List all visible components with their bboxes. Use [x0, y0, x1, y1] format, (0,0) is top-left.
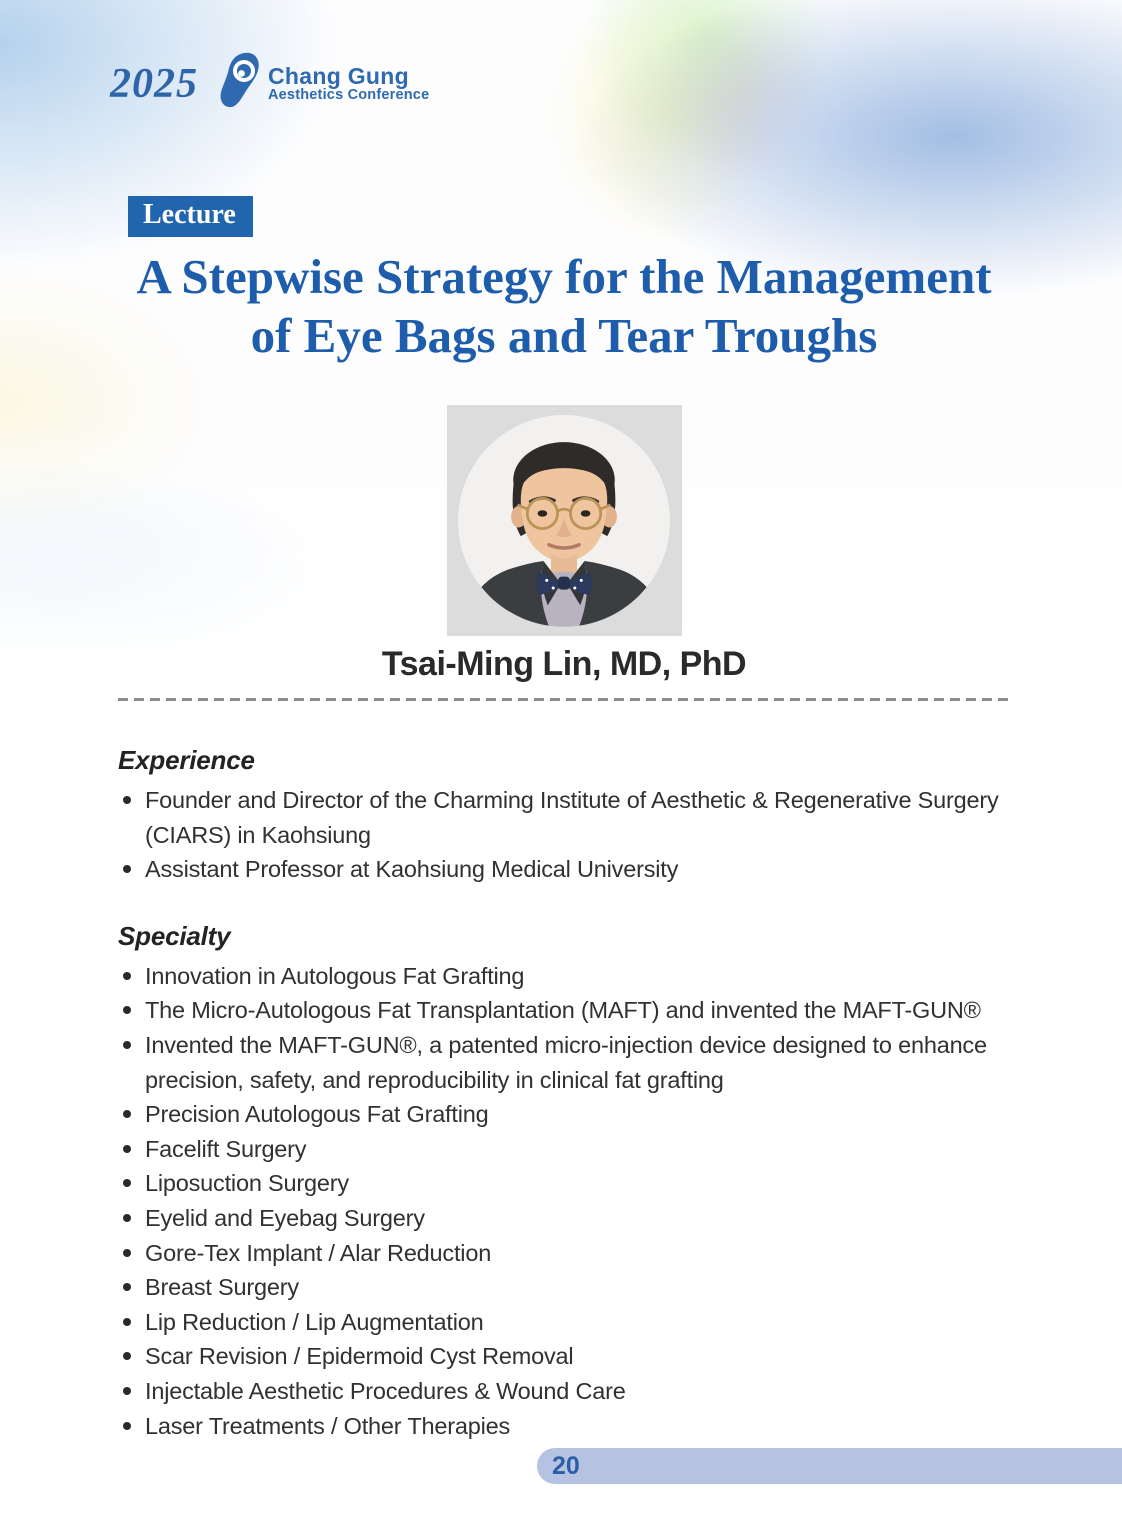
lecture-title-line2: of Eye Bags and Tear Troughs: [250, 308, 878, 363]
specialty-list-item: Injectable Aesthetic Procedures & Wound Care: [118, 1374, 1010, 1409]
specialty-list-item: Scar Revision / Epidermoid Cyst Removal: [118, 1339, 1010, 1374]
specialty-list-item: Liposuction Surgery: [118, 1166, 1010, 1201]
specialty-list-item: Eyelid and Eyebag Surgery: [118, 1201, 1010, 1236]
specialty-list-item: Lip Reduction / Lip Augmentation: [118, 1305, 1010, 1340]
logo-year: 2025: [110, 61, 198, 107]
experience-list: [118, 783, 1010, 887]
logo-brand-subtitle: Aesthetics Conference: [268, 87, 430, 104]
lecture-badge: Lecture: [128, 196, 253, 237]
specialty-list-item: The Micro-Autologous Fat Transplantation (MAFT) and invented the MAFT-GUN®: [118, 993, 1010, 1028]
page-number-pill: [537, 1448, 1122, 1484]
dashed-divider: [118, 698, 1010, 701]
specialty-list-item: Laser Treatments / Other Therapies: [118, 1409, 1010, 1444]
speaker-name: Tsai-Ming Lin, MD, PhD: [381, 645, 747, 683]
specialty-list-item: Gore-Tex Implant / Alar Reduction: [118, 1236, 1010, 1271]
experience-list-item: Founder and Director of the Charming Institute of Aesthetic & Regenerative Surgery (CIARS) in Kaohsiung: [118, 783, 1010, 852]
lecture-title-line1: A Stepwise Strategy for the Management: [136, 249, 992, 304]
speaker-photo: [447, 405, 682, 636]
experience-list-item: Assistant Professor at Kaohsiung Medical University: [118, 852, 1010, 887]
page-number: 20: [552, 1451, 580, 1480]
specialty-list: [118, 959, 1010, 1443]
specialty-list-item: Facelift Surgery: [118, 1132, 1010, 1167]
section-heading-specialty: Specialty: [118, 920, 231, 951]
lecture-title: [118, 247, 1010, 365]
specialty-list-item: Innovation in Autologous Fat Grafting: [118, 959, 1010, 994]
section-heading-experience: Experience: [118, 745, 255, 775]
specialty-list-item: Precision Autologous Fat Grafting: [118, 1097, 1010, 1132]
specialty-list-item: Breast Surgery: [118, 1270, 1010, 1305]
specialty-list-item: Invented the MAFT-GUN®, a patented micro-injection device designed to enhance precision, safety, and reproducibility in clinical fat grafting: [118, 1028, 1010, 1097]
speaker-portrait-icon: [456, 413, 672, 629]
logo-brand-name: Chang Gung: [268, 63, 409, 90]
